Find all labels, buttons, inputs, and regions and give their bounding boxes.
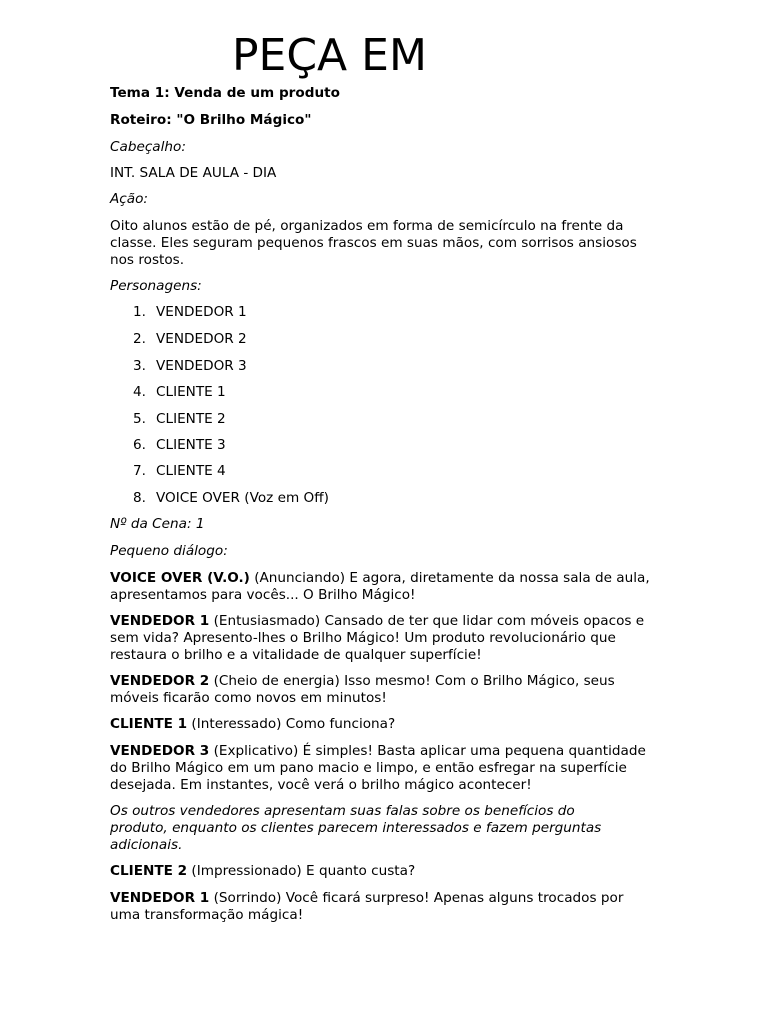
stage-direction: Os outros vendedores apresentam suas falas sobre os benefícios do produto, enquanto os clientes parecem interessados e fazem perguntas adicionais. xyxy=(110,803,602,853)
character-name: VENDEDOR 1 xyxy=(156,304,247,320)
dialogue-text: (Entusiasmado) Cansado de ter que lidar com móveis opacos e sem vida? Apresento-lhes o Brilho Mágico! Um produto revolucionário que restaura o brilho e a vitalidade de qualquer superfície! xyxy=(110,613,645,663)
dialogue-line xyxy=(110,743,655,794)
dialogue-text: (Anunciando) E agora, diretamente da nossa sala de aula, apresentamos para vocês... O Brilho Mágico! xyxy=(110,570,650,603)
dialogue-line xyxy=(110,673,655,707)
dialogue-text: (Impressionado) E quanto custa? xyxy=(187,863,416,879)
list-number: 2. xyxy=(133,331,146,347)
list-number: 6. xyxy=(133,437,146,453)
character-name: CLIENTE 4 xyxy=(156,463,226,479)
tema-heading: Tema 1: Venda de um produto xyxy=(110,85,340,101)
speaker-name: VENDEDOR 2 xyxy=(110,673,210,689)
character-name: VENDEDOR 3 xyxy=(156,358,247,374)
character-name: CLIENTE 3 xyxy=(156,437,226,453)
dialogue-line xyxy=(110,716,670,733)
dialogue-line xyxy=(110,863,670,880)
character-name: VENDEDOR 2 xyxy=(156,331,247,347)
dialogue-line xyxy=(110,890,655,924)
cena-label: Nº da Cena: 1 xyxy=(110,516,205,532)
personagens-label: Personagens: xyxy=(110,278,202,294)
character-name: CLIENTE 1 xyxy=(156,384,226,400)
list-number: 4. xyxy=(133,384,146,400)
speaker-name: CLIENTE 1 xyxy=(110,716,188,732)
list-number: 1. xyxy=(133,304,146,320)
character-name: CLIENTE 2 xyxy=(156,411,226,427)
roteiro-heading: Roteiro: "O Brilho Mágico" xyxy=(110,112,312,128)
list-number: 7. xyxy=(133,463,146,479)
dialogue-line xyxy=(110,613,662,664)
page-title: PEÇA EM xyxy=(232,30,427,81)
speaker-name: VENDEDOR 3 xyxy=(110,743,210,759)
speaker-name: VENDEDOR 1 xyxy=(110,613,210,629)
list-number: 3. xyxy=(133,358,146,374)
character-name: VOICE OVER (Voz em Off) xyxy=(156,490,329,506)
speaker-name: VOICE OVER (V.O.) xyxy=(110,570,250,586)
speaker-name: VENDEDOR 1 xyxy=(110,890,210,906)
dialogue-text: (Cheio de energia) Isso mesmo! Com o Brilho Mágico, seus móveis ficarão como novos em minutos! xyxy=(110,673,615,706)
cabecalho-label: Cabeçalho: xyxy=(110,139,186,155)
dialogue-text: (Explicativo) É simples! Basta aplicar uma pequena quantidade do Brilho Mágico em um pano macio e limpo, e então esfregar na superfície desejada. Em instantes, você verá o brilho mágico acontecer! xyxy=(110,743,646,793)
list-number: 8. xyxy=(133,490,146,506)
list-number: 5. xyxy=(133,411,146,427)
cabecalho-text: INT. SALA DE AULA - DIA xyxy=(110,165,277,181)
dialogue-text: (Sorrindo) Você ficará surpreso! Apenas alguns trocados por uma transformação mágica! xyxy=(110,890,624,923)
acao-label: Ação: xyxy=(110,191,149,207)
dialogue-line xyxy=(110,570,655,604)
dialogo-label: Pequeno diálogo: xyxy=(110,543,228,559)
speaker-name: CLIENTE 2 xyxy=(110,863,188,879)
dialogue-text: (Interessado) Como funciona? xyxy=(187,716,396,732)
acao-text: Oito alunos estão de pé, organizados em forma de semicírculo na frente da classe. Eles seguram pequenos frascos em suas mãos, com sorrisos ansiosos nos rostos. xyxy=(110,218,637,268)
